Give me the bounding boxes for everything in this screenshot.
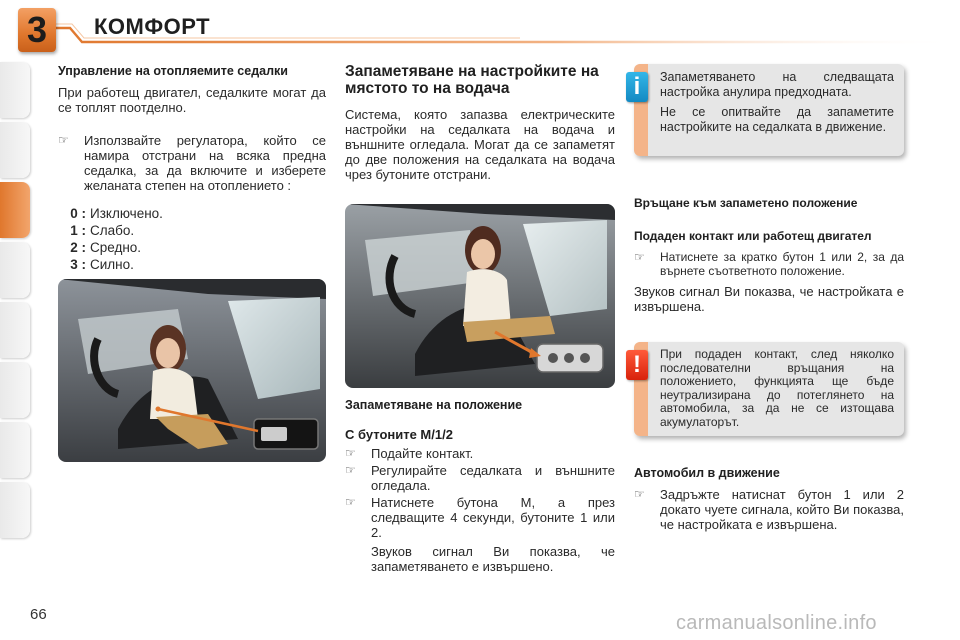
warning-box [634, 342, 904, 436]
heated-seats-bullet: ☞ Използвайте регулатора, който се намира отстрани на всяка предна седалка, за да включите и изберете желаната степен на отоплението : [58, 133, 326, 193]
driving-heading: Автомобил в движение [634, 466, 780, 480]
warning-box-text: При подаден контакт, след няколко последователни връщания на положението, функцията ще бъде неутрализирана до потеглянето на автомобила, за да не се изтощава акумулаторът. [660, 347, 894, 429]
warning-icon: ! [626, 350, 648, 380]
hand-pointer-icon: ☞ [634, 487, 645, 501]
recall-heading: Връщане към запаметено положение [634, 196, 858, 210]
heat-level-item: 1 : Слабо. [70, 223, 135, 238]
heated-seats-intro: При работещ двигател, седалките могат да се топлят поотделно. [58, 85, 326, 115]
memory-settings-title: Запаметяване на настройките на мястото то на водача [345, 63, 599, 97]
chapter-number-badge: 3 [18, 8, 56, 52]
save-step: ☞ Подайте контакт. [345, 446, 474, 461]
hand-pointer-icon: ☞ [345, 495, 356, 509]
ignition-heading: Подаден контакт или работещ двигател [634, 229, 872, 243]
save-step: ☞ Регулирайте седалката и външните огледала. [345, 463, 615, 493]
info-box-text: Запаметяването на следващата настройка анулира предходната. Не се опитвайте да запаметите настройките на седалката в движение. [660, 70, 894, 134]
buttons-heading: С бутоните M/1/2 [345, 427, 453, 442]
heated-seats-heading: Управление на отопляемите седалки [58, 64, 288, 78]
heat-levels-list [60, 205, 326, 273]
info-box [634, 64, 904, 156]
driving-step: ☞ Задръжте натиснат бутон 1 или 2 докато чуете сигнала, който Ви показва, че настройката е извършена. [634, 487, 904, 532]
memory-settings-section [345, 63, 615, 182]
heat-level-item: 0 : Изключено. [70, 206, 163, 221]
save-step: ☞ Натиснете бутона M, а през следващите 4 секунди, бутоните 1 или 2. [345, 495, 615, 540]
save-position-section [345, 398, 615, 574]
save-position-heading: Запаметяване на положение [345, 398, 523, 412]
memory-seat-photo [345, 204, 615, 388]
chapter-tab[interactable] [0, 422, 30, 478]
page-title: КОМФОРТ [94, 14, 211, 39]
heat-level-item: 2 : Средно. [70, 240, 142, 255]
heat-level-item: 3 : Силно. [70, 257, 134, 272]
chapter-tab[interactable] [0, 62, 30, 118]
chapter-tab[interactable] [0, 482, 30, 538]
recall-step: ☞ Натиснете за кратко бутон 1 или 2, за да върнете съответното положение. [634, 250, 904, 278]
watermark: carmanualsonline.info [676, 612, 877, 634]
info-icon: i [626, 72, 648, 102]
hand-pointer-icon: ☞ [58, 133, 69, 147]
heated-seats-section [58, 64, 326, 273]
recall-section [634, 196, 904, 314]
chapter-tabs [0, 62, 34, 542]
chapter-tab[interactable] [0, 122, 30, 178]
hand-pointer-icon: ☞ [345, 463, 356, 477]
save-confirmation-text: Звуков сигнал Ви показва, че запаметяването е извършено. [371, 544, 615, 574]
chapter-tab[interactable] [0, 302, 30, 358]
driving-section [634, 466, 904, 532]
page-number: 66 [30, 606, 47, 623]
chapter-tab[interactable] [0, 362, 30, 418]
page-header [0, 0, 960, 52]
chapter-tab-active[interactable] [0, 182, 30, 238]
hand-pointer-icon: ☞ [634, 250, 645, 264]
chapter-tab[interactable] [0, 242, 30, 298]
heated-seat-photo [58, 279, 326, 462]
recall-confirmation-text: Звуков сигнал Ви показва, че настройката е извършена. [634, 284, 904, 314]
memory-settings-intro: Система, която запазва електрическите настройки на седалката на водача и външните огледала. Могат да се запаметят до две положения на седалката на водача чрез бутоните отстрани. [345, 107, 615, 182]
hand-pointer-icon: ☞ [345, 446, 356, 460]
